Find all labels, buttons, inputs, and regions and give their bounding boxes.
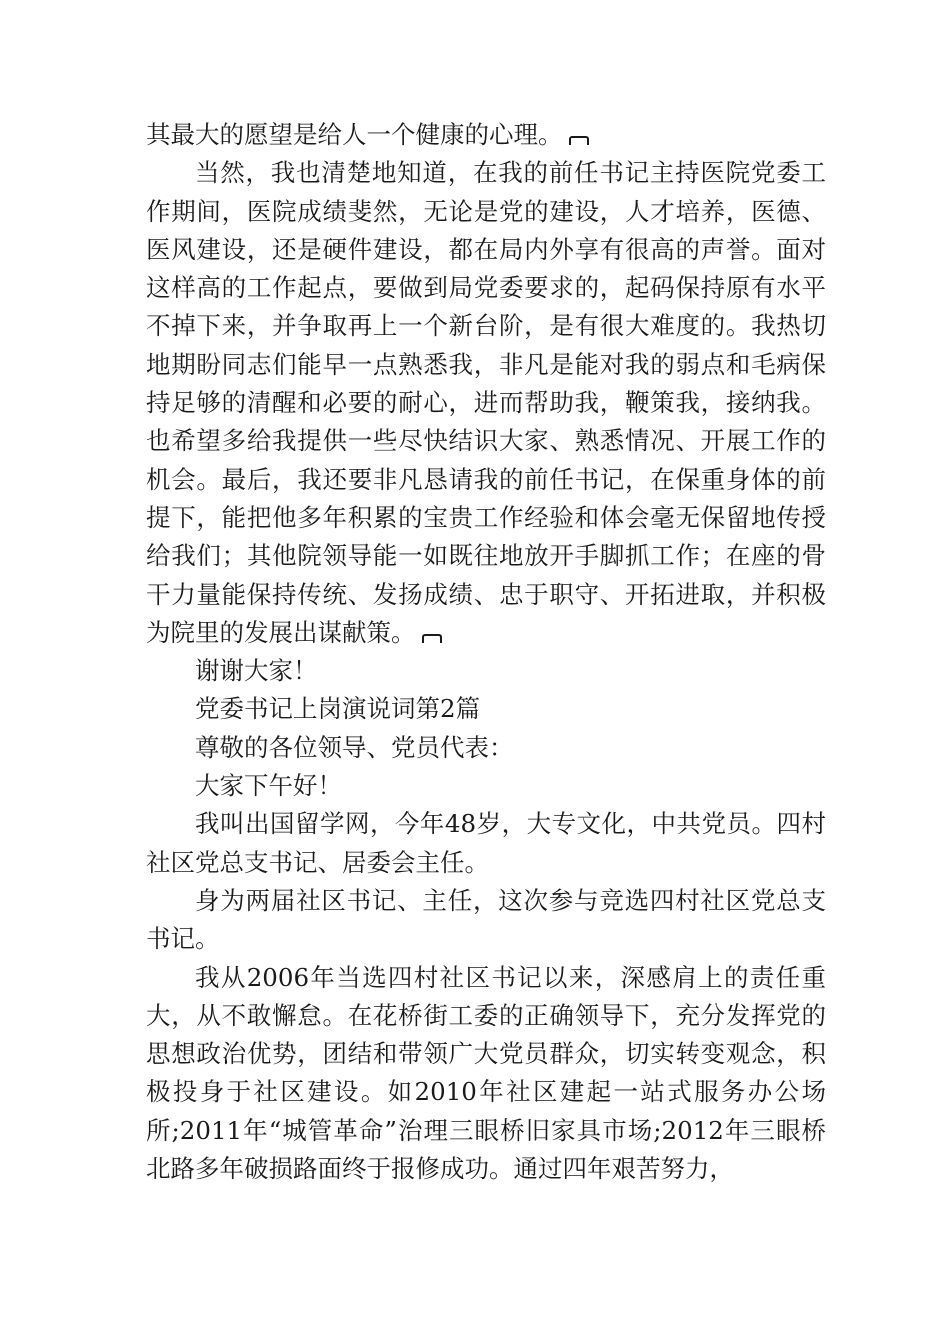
paragraph-3: 谢谢大家！ (195, 656, 318, 686)
paragraph-8: 身为两届社区书记、主任，这次参与竞选四村社区党总支书记。 (146, 885, 826, 954)
paragraph-1 (146, 116, 826, 154)
paragraph-2 (146, 154, 826, 652)
greeting: 大家下午好！ (195, 771, 342, 801)
paragraph-7: 我叫出国留学网，今年48岁，大专文化，中共党员。四村社区党总支书记、居委会主任。 (146, 809, 826, 877)
document-page (146, 116, 826, 1188)
edit-mark-icon (569, 136, 589, 145)
edit-mark-icon (422, 634, 442, 643)
salutation: 尊敬的各位领导、党员代表： (195, 732, 514, 762)
paragraph-text: 其最大的愿望是给人一个健康的心理。 (146, 120, 563, 149)
paragraph-9: 我从2006年当选四村社区书记以来，深感肩上的责任重大，从不敢懈怠。在花桥街工委的正确领导下，充分发挥党的思想政治优势，团结和带领广大党员群众，切实转变观念，积极投身于社区建设。如2010年社区建起一站式服务办公场所;2011年“城管革命”治理三眼桥旧家具市场;2012年三眼桥北路多年破损路面终于报修成功。通过四年艰苦努力， (146, 962, 826, 1184)
paragraph-text: 当然，我也清楚地知道，在我的前任书记主持医院党委工作期间，医院成绩斐然，无论是党的建设，人才培养，医德、医风建设，还是硬件建设，都在局内外享有很高的声誉。面对这样高的工作起点，要做到局党委要求的，起码保持原有水平不掉下来，并争取再上一个新台阶，是有很大难度的。我热切地期盼同志们能早一点熟悉我，非凡是能对我的弱点和毛病保持足够的清醒和必要的耐心，进而帮助我，鞭策我，接纳我。也希望多给我提供一些尽快结识大家、熟悉情况、开展工作的机会。最后，我还要非凡恳请我的前任书记，在保重身体的前提下，能把他多年积累的宝贵工作经验和体会毫无保留地传授给我们；其他院领导能一如既往地放开手脚抓工作；在座的骨干力量能保持传统、发扬成绩、忠于职守、开拓进取，并积极为院里的发展出谋献策。 (146, 158, 826, 647)
section-title: 党委书记上岗演说词第2篇 (195, 694, 481, 724)
